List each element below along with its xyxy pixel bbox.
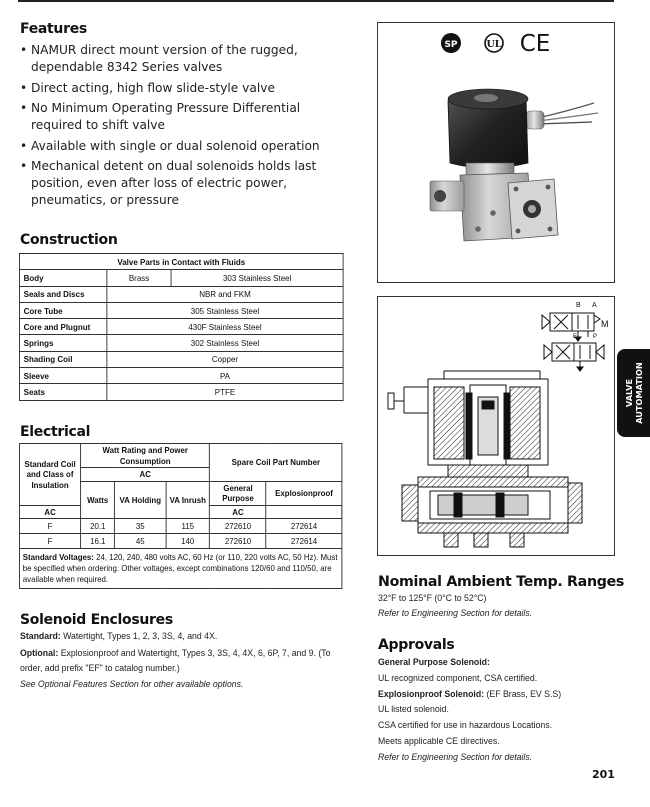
construction-heading: Construction xyxy=(20,232,118,248)
ul-logo-icon xyxy=(485,34,503,52)
cell-ep: 272614 xyxy=(266,519,342,534)
col-ac: AC xyxy=(81,468,210,482)
col-explosion: Explosionproof xyxy=(266,481,342,505)
row-label: Springs xyxy=(19,335,106,351)
row-value: 303 Stainless Steel xyxy=(171,270,343,286)
cell-holding: 35 xyxy=(115,519,166,534)
col-watt-rating: Watt Rating and Power Consumption xyxy=(81,444,210,468)
row-value: Brass xyxy=(107,270,171,286)
feature-item: • Mechanical detent on dual solenoids holds last position, even after loss of electric power, pneumatics, or pressure xyxy=(20,158,350,209)
feature-item: • Direct acting, high flow slide-style valve xyxy=(20,80,350,97)
row-value: PA xyxy=(107,368,343,384)
table-row xyxy=(19,519,341,534)
approvals-block xyxy=(378,654,606,765)
table-row xyxy=(19,534,341,549)
col-watts: Watts xyxy=(81,481,115,519)
col-va-inrush: VA Inrush xyxy=(166,481,210,519)
electrical-heading: Electrical xyxy=(20,424,91,440)
ep-line: UL listed solenoid. xyxy=(378,703,449,715)
iso-symbol-dual-icon xyxy=(544,343,604,371)
cross-section-drawing-icon xyxy=(388,371,582,547)
cell-inrush: 140 xyxy=(166,534,210,549)
see-also-text: See Optional Features Section for other available options. xyxy=(20,678,244,690)
table-row xyxy=(19,302,343,318)
col-ac3: AC xyxy=(210,505,266,519)
schematic-box xyxy=(377,296,615,556)
table-row xyxy=(19,286,343,302)
table-row xyxy=(19,319,343,335)
approvals-heading: Approvals xyxy=(378,637,455,653)
operator-label-m: M xyxy=(601,319,609,329)
row-value: NBR and FKM xyxy=(107,286,343,302)
ambient-ref: Refer to Engineering Section for details. xyxy=(378,606,533,618)
csa-logo-text: SP xyxy=(444,40,458,50)
row-value: PTFE xyxy=(107,384,343,400)
enclosures-heading: Solenoid Enclosures xyxy=(20,612,173,628)
page-number: 201 xyxy=(592,768,615,781)
table-row xyxy=(19,270,343,286)
row-label: Core and Plugnut xyxy=(19,319,106,335)
ambient-block xyxy=(378,591,601,621)
construction-table xyxy=(19,253,344,401)
feature-item: • No Minimum Operating Pressure Differential required to shift valve xyxy=(20,100,350,134)
section-tab xyxy=(617,349,650,437)
cell-watts: 16.1 xyxy=(81,534,115,549)
row-label: Seats xyxy=(19,384,106,400)
approvals-ref: Refer to Engineering Section for details. xyxy=(378,750,533,762)
cell-class: F xyxy=(19,519,80,534)
ep-line: Meets applicable CE directives. xyxy=(378,734,500,746)
standard-text: Watertight, Types 1, 2, 3, 3S, 4, and 4X. xyxy=(63,630,218,641)
section-tab-line1: VALVE xyxy=(623,378,634,408)
voltages-label: Standard Voltages: xyxy=(22,552,94,562)
section-tab-line2: AUTOMATION xyxy=(633,362,644,424)
ep-suffix: (EF Brass, EV S.S) xyxy=(486,687,562,699)
ambient-heading: Nominal Ambient Temp. Ranges xyxy=(378,574,625,590)
table-row xyxy=(19,384,343,400)
product-photo-box xyxy=(377,22,615,283)
section-tab-label xyxy=(624,362,644,424)
ambient-range: 32°F to 125°F (0°C to 52°C) xyxy=(378,592,487,603)
cell-class: F xyxy=(19,534,80,549)
port-label-e: E xyxy=(573,334,578,340)
row-label: Shading Coil xyxy=(19,351,106,367)
valve-schematic xyxy=(378,297,614,555)
cell-ep: 272614 xyxy=(266,534,342,549)
feature-item: • NAMUR direct mount version of the rugged, dependable 8342 Series valves xyxy=(20,42,350,76)
feature-item: • Available with single or dual solenoid operation xyxy=(20,138,350,155)
enclosures-block xyxy=(20,629,350,692)
ce-mark-icon: CE xyxy=(519,31,551,57)
row-value: 430F Stainless Steel xyxy=(107,319,343,335)
ep-label: Explosionproof Solenoid: xyxy=(378,687,485,699)
col-va-holding: VA Holding xyxy=(115,481,166,519)
row-label: Sleeve xyxy=(19,368,106,384)
row-label: Seals and Discs xyxy=(19,286,106,302)
col-general: General Purpose xyxy=(210,481,266,505)
col-ac2: AC xyxy=(19,505,80,519)
voltages-text: 24, 120, 240, 480 volts AC, 60 Hz (or 110, 220 volts AC, 50 Hz). Must be specified when ordering. Other voltages, except combinations 120/60 and 110/50, are available when required. xyxy=(22,552,338,584)
product-photo xyxy=(378,23,614,282)
cell-holding: 45 xyxy=(115,534,166,549)
gp-text: UL recognized component, CSA certified. xyxy=(378,671,538,683)
features-heading: Features xyxy=(20,21,87,37)
optional-text: Explosionproof and Watertight, Types 3, 3S, 4, 4X, 6, 6P, 7, and 9. (To order, add prefix "EF" to catalog number.) xyxy=(20,646,331,673)
top-rule xyxy=(18,0,614,2)
cell-watts: 20.1 xyxy=(81,519,115,534)
cell-gp: 272610 xyxy=(210,519,266,534)
construction-table-title: Valve Parts in Contact with Fluids xyxy=(19,254,343,270)
table-row xyxy=(19,335,343,351)
cell-gp: 272610 xyxy=(210,534,266,549)
standard-label: Standard: xyxy=(20,630,61,641)
port-label-b: B xyxy=(576,302,581,309)
row-value: 302 Stainless Steel xyxy=(107,335,343,351)
ep-line: CSA certified for use in hazardous Locations. xyxy=(378,719,552,731)
optional-label: Optional: xyxy=(20,646,59,658)
port-label-a: A xyxy=(592,302,597,309)
col-spare: Spare Coil Part Number xyxy=(210,444,342,482)
port-label-p: P xyxy=(593,334,598,340)
cell-inrush: 115 xyxy=(166,519,210,534)
iso-symbol-icon xyxy=(542,302,609,341)
table-row xyxy=(19,368,343,384)
features-list xyxy=(20,42,350,213)
voltages-note xyxy=(19,549,341,589)
col-standard: Standard Coil and Class of Insulation xyxy=(19,444,80,506)
gp-label: General Purpose Solenoid: xyxy=(378,656,490,667)
row-label: Body xyxy=(19,270,106,286)
row-value: Copper xyxy=(107,351,343,367)
table-row xyxy=(19,351,343,367)
csa-logo-icon xyxy=(441,33,461,53)
row-label: Core Tube xyxy=(19,302,106,318)
ul-logo-text: UL xyxy=(486,39,502,50)
row-value: 305 Stainless Steel xyxy=(107,302,343,318)
electrical-table xyxy=(19,443,342,589)
